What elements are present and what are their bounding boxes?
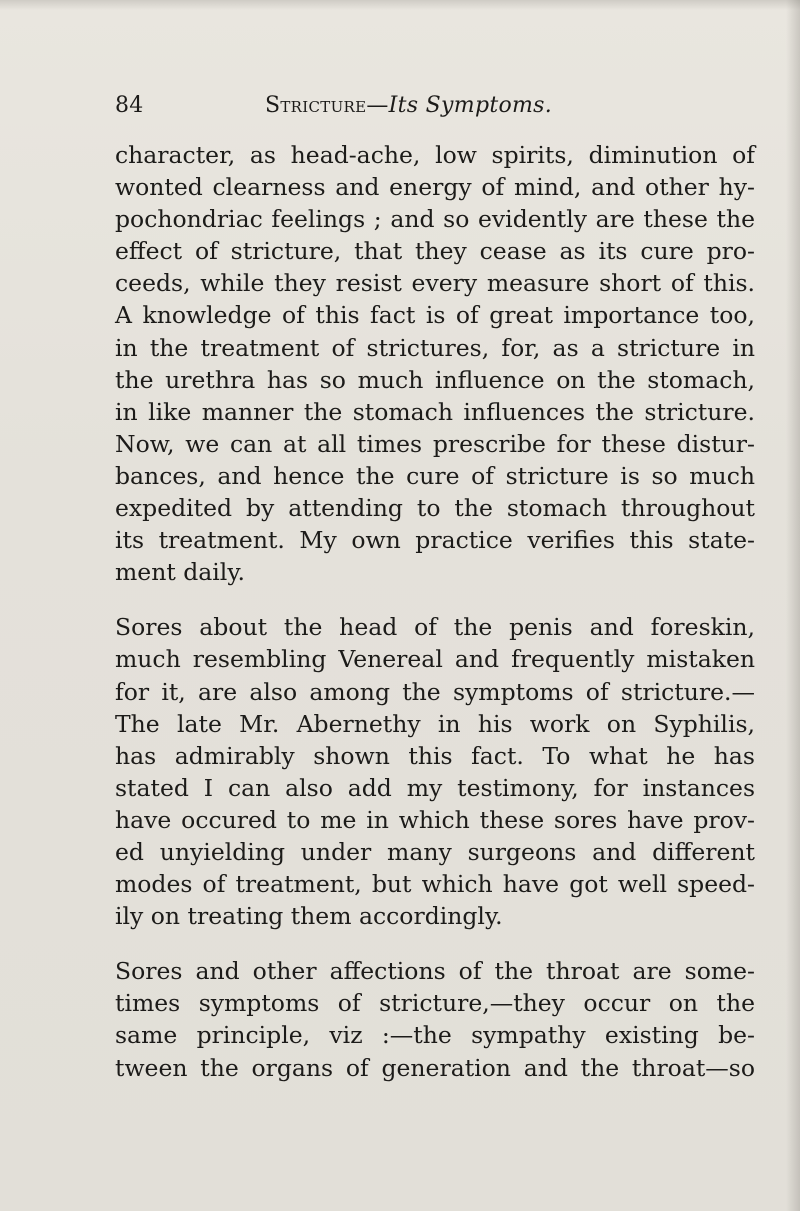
paragraph (115, 139, 755, 588)
text-line: stated I can also add my testimony, for instances (115, 773, 755, 802)
text-line: expedited by attending to the stomach throughout (115, 494, 755, 523)
paragraph (115, 611, 755, 932)
text-line: ed unyielding under many surgeons and different (115, 837, 755, 866)
text-line: effect of stricture, that they cease as its cure pro- (115, 237, 755, 266)
text-line: ment daily. (115, 558, 245, 587)
text-line: its treatment. My own practice verifies this state- (115, 526, 755, 555)
text-line: times symptoms of stricture,—they occur on the (115, 989, 755, 1018)
paragraph-gap (115, 932, 755, 955)
text-line: for it, are also among the symptoms of stricture.— (115, 677, 755, 706)
text-line: have occured to me in which these sores have prov- (115, 805, 755, 834)
text-line: same principle, viz :—the sympathy existing be- (115, 1021, 755, 1050)
page-edge-shadow (786, 0, 800, 1211)
paragraph-gap (115, 588, 755, 611)
text-line: Sores and other affections of the throat are some- (115, 957, 755, 986)
paragraph (115, 955, 755, 1083)
text-line: character, as head-ache, low spirits, diminution of (115, 141, 755, 169)
text-line: The late Mr. Abernethy in his work on Syphilis, (115, 709, 755, 738)
text-line: in the treatment of strictures, for, as a stricture in (115, 333, 755, 362)
page-number: 84 (115, 93, 144, 118)
text-line: has admirably shown this fact. To what he has (115, 741, 755, 770)
text-line: tween the organs of generation and the throat—so (115, 1053, 755, 1082)
text-line: ily on treating them accordingly. (115, 902, 503, 931)
body-text (115, 139, 755, 1084)
text-line: Sores about the head of the penis and foreskin, (115, 613, 755, 642)
text-line: ceeds, while they resist every measure short of this. (115, 269, 755, 298)
text-line: in like manner the stomach influences the stricture. (115, 397, 755, 426)
text-line: bances, and hence the cure of stricture is so much (115, 461, 755, 490)
text-line: wonted clearness and energy of mind, and other hy- (115, 173, 755, 202)
text-line: much resembling Venereal and frequently mistaken (115, 645, 755, 674)
running-head-title-text: Stricture— (265, 93, 389, 118)
text-line: the urethra has so much influence on the stomach, (115, 365, 755, 394)
running-head (115, 90, 755, 122)
running-head-subtitle: Its Symptoms. (388, 93, 553, 118)
running-head-title (265, 90, 552, 122)
text-line: A knowledge of this fact is of great importance too, (115, 301, 755, 330)
page-top-shadow (0, 0, 800, 10)
text-line: pochondriac feelings ; and so evidently are these the (115, 205, 755, 234)
text-line: Now, we can at all times prescribe for these distur- (115, 429, 755, 458)
text-line: modes of treatment, but which have got well speed- (115, 870, 755, 899)
